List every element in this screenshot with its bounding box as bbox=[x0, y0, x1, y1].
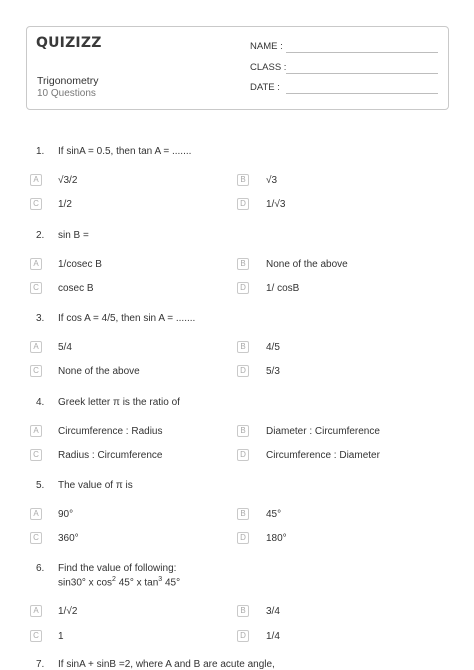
option-a-text: 1/√2 bbox=[58, 606, 78, 617]
option-a-text: Circumference : Radius bbox=[58, 426, 163, 437]
option-c-text: cosec B bbox=[58, 283, 94, 294]
option-b-box[interactable]: B bbox=[237, 425, 249, 437]
question-number: 5. bbox=[36, 480, 45, 491]
option-d-text: 1/√3 bbox=[266, 199, 286, 210]
option-a-box[interactable]: A bbox=[30, 508, 42, 520]
option-c-box[interactable]: C bbox=[30, 365, 42, 377]
class-label: CLASS : bbox=[250, 62, 287, 73]
option-b-box[interactable]: B bbox=[237, 605, 249, 617]
option-b-box[interactable]: B bbox=[237, 508, 249, 520]
option-b-box[interactable]: B bbox=[237, 174, 249, 186]
option-c-text: Radius : Circumference bbox=[58, 450, 163, 461]
option-c-box[interactable]: C bbox=[30, 282, 42, 294]
option-a-box[interactable]: A bbox=[30, 425, 42, 437]
option-a-box[interactable]: A bbox=[30, 605, 42, 617]
question-count: 10 Questions bbox=[37, 88, 96, 99]
date-field[interactable] bbox=[286, 93, 438, 94]
question-number: 6. bbox=[36, 563, 45, 574]
option-c-text: 1/2 bbox=[58, 199, 72, 210]
option-c-text: None of the above bbox=[58, 366, 140, 377]
question-text: If sinA = 0.5, then tan A = ....... bbox=[58, 146, 192, 157]
option-b-text: √3 bbox=[266, 175, 278, 186]
option-d-text: 1/ cosB bbox=[266, 283, 300, 294]
option-c-box[interactable]: C bbox=[30, 532, 42, 544]
class-field[interactable] bbox=[286, 73, 438, 74]
question-number: 1. bbox=[36, 146, 45, 157]
question-text: Find the value of following: bbox=[58, 563, 177, 574]
option-a-text: 90° bbox=[58, 509, 74, 520]
option-d-box[interactable]: D bbox=[237, 198, 249, 210]
date-label: DATE : bbox=[250, 82, 280, 93]
option-d-text: Circumference : Diameter bbox=[266, 450, 380, 461]
option-b-text: Diameter : Circumference bbox=[266, 426, 380, 437]
option-b-box[interactable]: B bbox=[237, 258, 249, 270]
option-d-box[interactable]: D bbox=[237, 449, 249, 461]
quizizz-logo: QUIZIZZ bbox=[36, 35, 102, 51]
option-d-box[interactable]: D bbox=[237, 630, 249, 642]
option-b-text: 3/4 bbox=[266, 606, 280, 617]
option-d-text: 1/4 bbox=[266, 631, 280, 642]
option-b-text: None of the above bbox=[266, 259, 348, 270]
option-b-box[interactable]: B bbox=[237, 341, 249, 353]
option-c-box[interactable]: C bbox=[30, 198, 42, 210]
question-text: If sinA + sinB =2, where A and B are acute angle, bbox=[58, 659, 275, 670]
worksheet-title: Trigonometry bbox=[37, 75, 99, 87]
option-d-box[interactable]: D bbox=[237, 532, 249, 544]
option-b-text: 4/5 bbox=[266, 342, 280, 353]
option-a-box[interactable]: A bbox=[30, 174, 42, 186]
option-a-text: 1/cosec B bbox=[58, 259, 102, 270]
question-expression: sin30° x $\cos^2 45^\circ$ x $\tan^3 45^\circ$ bbox=[58, 576, 181, 589]
name-field[interactable] bbox=[286, 52, 438, 53]
option-a-box[interactable]: A bbox=[30, 258, 42, 270]
question-number: 3. bbox=[36, 313, 45, 324]
option-a-box[interactable]: A bbox=[30, 341, 42, 353]
option-d-text: 180° bbox=[266, 533, 287, 544]
option-d-box[interactable]: D bbox=[237, 365, 249, 377]
question-text: If cos A = 4/5, then sin A = ....... bbox=[58, 313, 196, 324]
question-text: Greek letter π is the ratio of bbox=[58, 397, 180, 408]
option-b-text: 45° bbox=[266, 509, 282, 520]
option-d-box[interactable]: D bbox=[237, 282, 249, 294]
question-number: 4. bbox=[36, 397, 45, 408]
question-number: 7. bbox=[36, 659, 45, 670]
option-c-text: 1 bbox=[58, 631, 64, 642]
option-c-text: 360° bbox=[58, 533, 79, 544]
option-c-box[interactable]: C bbox=[30, 449, 42, 461]
question-text: sin B = bbox=[58, 230, 89, 241]
question-text: The value of π is bbox=[58, 480, 133, 491]
option-c-box[interactable]: C bbox=[30, 630, 42, 642]
option-a-text: 5/4 bbox=[58, 342, 72, 353]
question-number: 2. bbox=[36, 230, 45, 241]
option-d-text: 5/3 bbox=[266, 366, 280, 377]
option-a-text: √3/2 bbox=[58, 175, 78, 186]
name-label: NAME : bbox=[250, 41, 283, 52]
